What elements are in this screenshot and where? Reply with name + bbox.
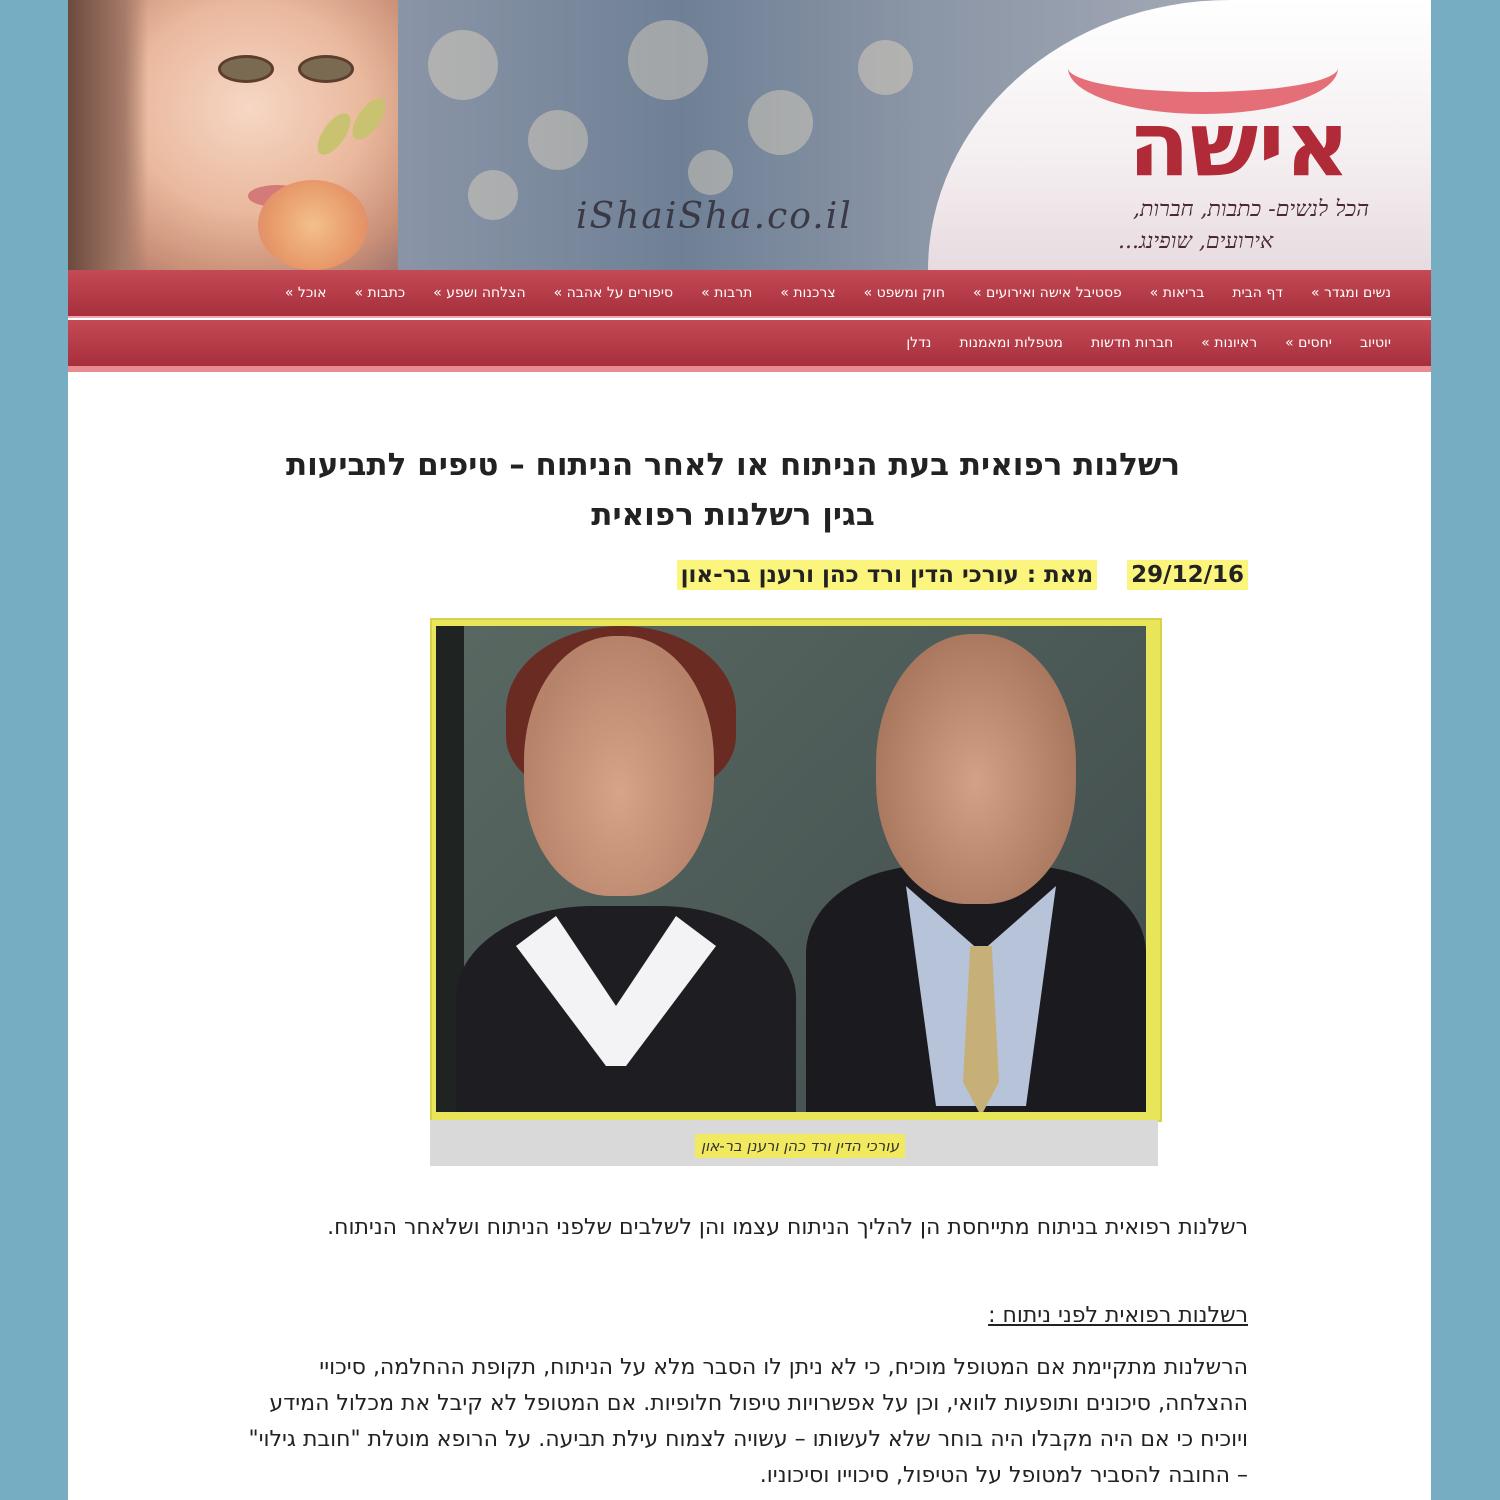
bokeh-light bbox=[688, 150, 733, 195]
woman-face bbox=[524, 636, 714, 896]
logo-tagline: הכל לנשים- כתבות, חברות, bbox=[1133, 197, 1370, 222]
flower-bud bbox=[311, 108, 357, 160]
article-author: מאת : עורכי הדין ורד כהן ורענן בר-און bbox=[677, 560, 1098, 590]
main-nav-row-2 bbox=[68, 320, 1431, 372]
article-date: 29/12/16 bbox=[1127, 560, 1248, 590]
article-photo-frame bbox=[430, 618, 1162, 1122]
nav-item-law[interactable]: חוק ומשפט » bbox=[863, 285, 946, 301]
nav-item-articles[interactable]: כתבות » bbox=[354, 285, 406, 301]
nav-item-health[interactable]: בריאות » bbox=[1149, 285, 1205, 301]
site-url: iShaiSha.co.il bbox=[576, 196, 853, 237]
logo-tagline: אירועים, שופינג... bbox=[1118, 229, 1274, 254]
nav-item-consumerism[interactable]: צרכנות » bbox=[780, 285, 836, 301]
nav-item-home[interactable]: דף הבית bbox=[1232, 285, 1283, 301]
article-paragraph: רשלנות רפואית בניתוח מתייחסת הן להליך הניתוח עצמו והן לשלבים שלפני הניתוח ושלאחר הניתוח. bbox=[327, 1215, 1248, 1240]
article-byline bbox=[677, 560, 1248, 590]
nav-item-food[interactable]: אוכל » bbox=[284, 285, 327, 301]
nav-item-women-gender[interactable]: נשים ומגדר » bbox=[1310, 285, 1391, 301]
bokeh-light bbox=[748, 90, 813, 155]
nav-item-relationships[interactable]: יחסים » bbox=[1285, 335, 1332, 351]
header-banner bbox=[68, 0, 1431, 270]
photo-caption-bar bbox=[430, 1120, 1158, 1166]
model-hair bbox=[68, 0, 148, 270]
flower-bud bbox=[346, 93, 392, 145]
bokeh-light bbox=[468, 170, 518, 220]
bokeh-light bbox=[858, 40, 913, 95]
nav-item-love-stories[interactable]: סיפורים על אהבה » bbox=[553, 285, 674, 301]
model-eye bbox=[218, 55, 274, 83]
nav-item-interviews[interactable]: ראיונות » bbox=[1201, 335, 1258, 351]
nav-item-culture[interactable]: תרבות » bbox=[701, 285, 753, 301]
photo-caption: עורכי הדין ורד כהן ורענן בר-און bbox=[695, 1134, 905, 1158]
nav-item-success[interactable]: הצלחה ושפע » bbox=[433, 285, 526, 301]
main-nav-row-1 bbox=[68, 270, 1431, 318]
page bbox=[68, 0, 1431, 1500]
site-logo[interactable]: אישה bbox=[1128, 92, 1351, 197]
bokeh-light bbox=[628, 20, 708, 100]
model-eye bbox=[298, 55, 354, 83]
article-title: רשלנות רפואית בעת הניתוח או לאחר הניתוח – טיפים לתביעות בגין רשלנות רפואית bbox=[285, 447, 1181, 533]
bokeh-light bbox=[428, 30, 498, 100]
article-paragraph: הרשלנות מתקיימת אם המטופל מוכיח, כי לא ניתן לו הסבר מלא על הניתוח, תקופת ההחלמה, סיכויי ההצלחה, סיכונים ותופעות לוואי, וכן על אפשרויות טיפול חלופיות. אם המטופל לא קיבל את מכלול המידע ויוכיח כי אם היה מקבלו היה בוחר שלא לעשותו – עשויה לצמוח עילת תביעה. על הרופא מוטלת "חובת גילוי" – החובה להסביר למטופל על הטיפול, סיכוייו וסיכוניו. bbox=[248, 1355, 1248, 1488]
nav-item-new-companies[interactable]: חברות חדשות bbox=[1090, 335, 1174, 351]
lawyers-photo bbox=[436, 626, 1146, 1112]
bokeh-light bbox=[528, 110, 588, 170]
nav-item-youtube[interactable]: יוטיוב bbox=[1359, 335, 1391, 351]
nav-item-festival-events[interactable]: פסטיבל אישה ואירועים » bbox=[973, 285, 1122, 301]
model-face-image bbox=[68, 0, 398, 270]
man-face bbox=[876, 634, 1076, 904]
nav-item-therapists[interactable]: מטפלות ומאמנות bbox=[959, 335, 1063, 351]
orchid-flower bbox=[258, 180, 368, 270]
article-subheading: רשלנות רפואית לפני ניתוח : bbox=[988, 1303, 1248, 1328]
nav-item-real-estate[interactable]: נדלן bbox=[906, 335, 932, 351]
